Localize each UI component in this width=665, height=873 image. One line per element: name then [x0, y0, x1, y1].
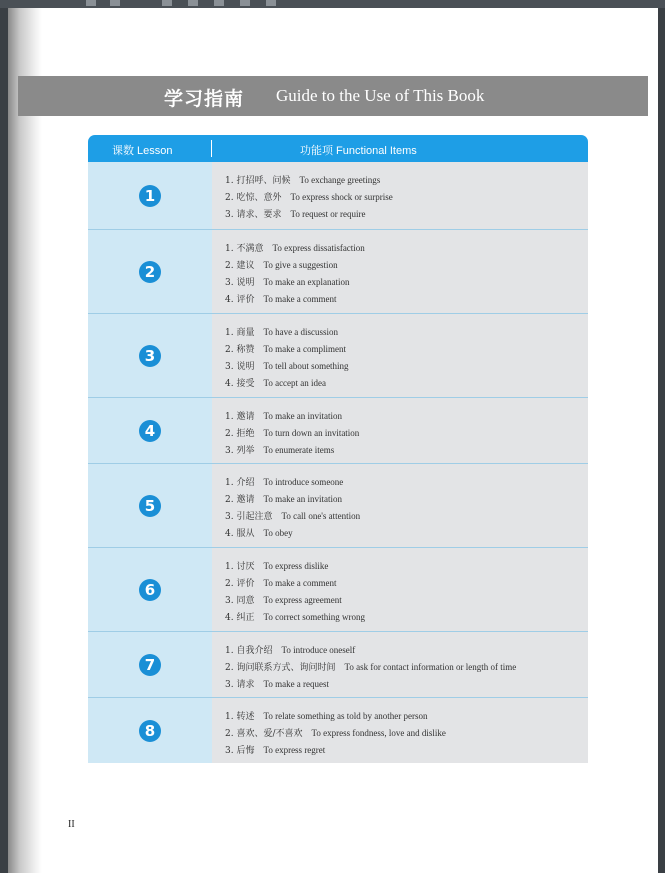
item-english: To have a discussion — [263, 327, 339, 337]
item-chinese: 1. 商量 — [225, 328, 255, 338]
item-english: To make a compliment — [263, 344, 347, 354]
toolbar-icon[interactable] — [214, 0, 224, 6]
item-english: To ask for contact information or length of time — [344, 662, 517, 672]
items-column-header: 功能项 Functional Items — [300, 145, 417, 157]
item-chinese: 2. 建议 — [225, 261, 255, 271]
functional-item — [225, 676, 588, 693]
lesson-number-badge: 3 — [139, 345, 161, 367]
item-chinese: 2. 喜欢、爱/不喜欢 — [225, 729, 303, 739]
lesson-number-badge: 8 — [139, 720, 161, 742]
table-row — [88, 464, 588, 548]
page-number: II — [68, 819, 75, 830]
item-english: To express dissatisfaction — [272, 243, 365, 253]
lesson-number-badge: 1 — [139, 185, 161, 207]
lesson-number-badge: 7 — [139, 654, 161, 676]
functional-item — [225, 592, 588, 609]
functional-items-cell — [212, 464, 588, 547]
functional-items-cell — [212, 230, 588, 313]
lesson-number-badge: 6 — [139, 579, 161, 601]
table-row — [88, 314, 588, 398]
book-page — [8, 8, 658, 873]
functional-item — [225, 358, 588, 375]
functional-item — [225, 206, 588, 223]
functional-item — [225, 659, 588, 676]
item-english: To express dislike — [263, 561, 329, 571]
toolbar-icon[interactable] — [86, 0, 96, 6]
item-english: To express shock or surprise — [290, 192, 393, 202]
lesson-cell — [88, 398, 212, 463]
item-chinese: 2. 询问联系方式、询问时间 — [225, 663, 336, 673]
item-chinese: 2. 拒绝 — [225, 429, 255, 439]
item-english: To introduce someone — [263, 477, 344, 487]
item-english: To enumerate items — [263, 445, 335, 455]
item-chinese: 1. 自我介绍 — [225, 646, 273, 656]
lesson-cell — [88, 162, 212, 229]
lesson-number-badge: 4 — [139, 420, 161, 442]
functional-item — [225, 491, 588, 508]
toolbar-icon[interactable] — [110, 0, 120, 6]
item-chinese: 4. 服从 — [225, 529, 255, 539]
item-chinese: 1. 介绍 — [225, 478, 255, 488]
toolbar-icon[interactable] — [240, 0, 250, 6]
toolbar-icon[interactable] — [266, 0, 276, 6]
functional-item — [225, 442, 588, 459]
viewer-toolbar — [0, 0, 665, 8]
functional-item — [225, 575, 588, 592]
functional-items-cell — [212, 162, 588, 229]
page-gutter-shadow — [8, 8, 42, 873]
item-chinese: 4. 纠正 — [225, 613, 255, 623]
item-chinese: 1. 讨厌 — [225, 562, 255, 572]
functional-item — [225, 240, 588, 257]
lesson-cell — [88, 548, 212, 631]
banner-title-zh: 学习指南 — [164, 88, 245, 110]
functional-item — [225, 725, 588, 742]
lesson-number-badge: 5 — [139, 495, 161, 517]
functional-items-table — [88, 135, 588, 763]
item-english: To request or require — [290, 209, 366, 219]
lesson-cell — [88, 632, 212, 697]
item-chinese: 3. 列举 — [225, 446, 255, 456]
functional-item — [225, 474, 588, 491]
functional-item — [225, 408, 588, 425]
functional-items-cell — [212, 632, 588, 697]
banner-title-en: Guide to the Use of This Book — [276, 86, 485, 105]
table-body — [88, 162, 588, 763]
item-english: To make a comment — [263, 294, 337, 304]
functional-item — [225, 609, 588, 626]
item-chinese: 4. 接受 — [225, 379, 255, 389]
item-chinese: 3. 请求、要求 — [225, 210, 282, 220]
functional-item — [225, 525, 588, 542]
functional-item — [225, 425, 588, 442]
item-chinese: 1. 邀请 — [225, 412, 255, 422]
table-row — [88, 398, 588, 464]
item-english: To turn down an invitation — [263, 428, 360, 438]
item-english: To accept an idea — [263, 378, 327, 388]
item-chinese: 3. 说明 — [225, 362, 255, 372]
item-english: To introduce oneself — [281, 645, 356, 655]
functional-item — [225, 508, 588, 525]
functional-item — [225, 257, 588, 274]
functional-item — [225, 189, 588, 206]
lesson-cell — [88, 464, 212, 547]
item-english: To give a suggestion — [263, 260, 338, 270]
item-chinese: 3. 引起注意 — [225, 512, 273, 522]
item-chinese: 3. 后悔 — [225, 746, 255, 756]
item-chinese: 1. 不满意 — [225, 244, 264, 254]
functional-item — [225, 375, 588, 392]
table-row — [88, 548, 588, 632]
functional-item — [225, 324, 588, 341]
lesson-number-badge: 2 — [139, 261, 161, 283]
item-chinese: 1. 打招呼、问候 — [225, 176, 291, 186]
functional-item — [225, 341, 588, 358]
functional-item — [225, 274, 588, 291]
lesson-cell — [88, 314, 212, 397]
item-english: To express agreement — [263, 595, 342, 605]
item-english: To make an invitation — [263, 411, 343, 421]
functional-items-cell — [212, 398, 588, 463]
table-header — [88, 135, 588, 162]
item-chinese: 2. 评价 — [225, 579, 255, 589]
item-chinese: 1. 转述 — [225, 712, 255, 722]
header-divider — [211, 140, 212, 157]
functional-item — [225, 172, 588, 189]
item-chinese: 3. 同意 — [225, 596, 255, 606]
section-banner — [18, 76, 648, 116]
item-chinese: 4. 评价 — [225, 295, 255, 305]
item-english: To make a comment — [263, 578, 337, 588]
toolbar-icon[interactable] — [188, 0, 198, 6]
item-chinese: 2. 吃惊、意外 — [225, 193, 282, 203]
functional-items-cell — [212, 314, 588, 397]
functional-item — [225, 558, 588, 575]
functional-item — [225, 708, 588, 725]
table-row — [88, 632, 588, 698]
item-english: To express fondness, love and dislike — [311, 728, 446, 738]
toolbar-icon[interactable] — [162, 0, 172, 6]
functional-items-cell — [212, 698, 588, 763]
lesson-column-header: 课数 Lesson — [112, 145, 173, 157]
lesson-cell — [88, 698, 212, 763]
table-row — [88, 230, 588, 314]
functional-items-cell — [212, 548, 588, 631]
functional-item — [225, 742, 588, 759]
item-chinese: 3. 说明 — [225, 278, 255, 288]
item-english: To call one's attention — [281, 511, 361, 521]
item-chinese: 2. 邀请 — [225, 495, 255, 505]
table-row — [88, 698, 588, 763]
item-english: To express regret — [263, 745, 326, 755]
item-english: To make an invitation — [263, 494, 343, 504]
functional-item — [225, 642, 588, 659]
item-english: To tell about something — [263, 361, 349, 371]
item-english: To correct something wrong — [263, 612, 366, 622]
item-english: To exchange greetings — [299, 175, 381, 185]
item-english: To obey — [263, 528, 293, 538]
table-row — [88, 162, 588, 230]
item-english: To relate something as told by another person — [263, 711, 428, 721]
item-english: To make a request — [263, 679, 330, 689]
item-english: To make an explanation — [263, 277, 350, 287]
item-chinese: 2. 称赞 — [225, 345, 255, 355]
functional-item — [225, 291, 588, 308]
lesson-cell — [88, 230, 212, 313]
item-chinese: 3. 请求 — [225, 680, 255, 690]
